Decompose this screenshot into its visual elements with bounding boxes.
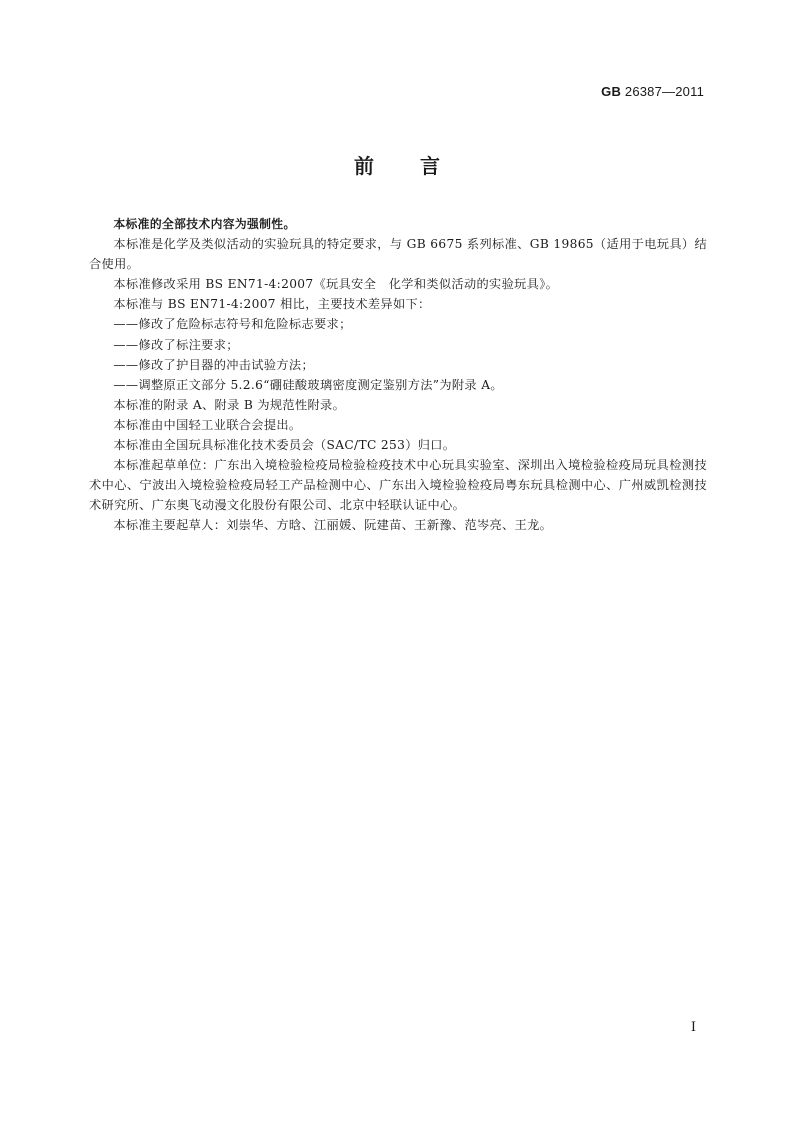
standard-code xyxy=(601,84,704,99)
paragraph-scope: 本标准是化学及类似活动的实验玩具的特定要求，与 GB 6675 系列标准、GB 19865（适用于电玩具）结合使用。 xyxy=(89,237,707,272)
difference-item: ——修改了护目器的冲击试验方法； xyxy=(113,357,314,372)
page-title: 前言 xyxy=(354,154,486,178)
standard-code-prefix: GB xyxy=(601,84,622,99)
difference-item: ——修改了标注要求； xyxy=(113,337,239,352)
page-number: I xyxy=(690,1020,696,1035)
paragraph-annexes: 本标准的附录 A、附录 B 为规范性附录。 xyxy=(113,397,346,412)
paragraph-differences-intro: 本标准与 BS EN71-4:2007 相比，主要技术差异如下： xyxy=(113,297,431,312)
paragraph-adoption: 本标准修改采用 BS EN71-4:2007《玩具安全 化学和类似活动的实验玩具》。 xyxy=(113,277,559,292)
paragraph-proposer: 本标准由中国轻工业联合会提出。 xyxy=(113,417,302,432)
standard-code-number: 26387—2011 xyxy=(624,84,704,99)
mandatory-statement: 本标准的全部技术内容为强制性。 xyxy=(113,217,296,231)
foreword-body xyxy=(89,214,707,536)
paragraph-drafting-units: 本标准起草单位：广东出入境检验检疫局检验检疫技术中心玩具实验室、深圳出入境检验检疫局玩具检测技术中心、宁波出入境检验检疫局轻工产品检测中心、广东出入境检验检疫局粤东玩具检测中心、广州威凯检测技术研究所、广东奥飞动漫文化股份有限公司、北京中轻联认证中心。 xyxy=(89,458,707,513)
paragraph-drafters: 本标准主要起草人：刘崇华、方晗、江丽媛、阮建苗、王新豫、范岑亮、王龙。 xyxy=(113,518,553,533)
difference-item: ——修改了危险标志符号和危险标志要求； xyxy=(113,317,352,332)
difference-item: ——调整原正文部分 5.2.6“硼硅酸玻璃密度测定鉴别方法”为附录 A。 xyxy=(113,377,503,392)
paragraph-committee: 本标准由全国玩具标准化技术委员会（SAC/TC 253）归口。 xyxy=(113,438,456,453)
